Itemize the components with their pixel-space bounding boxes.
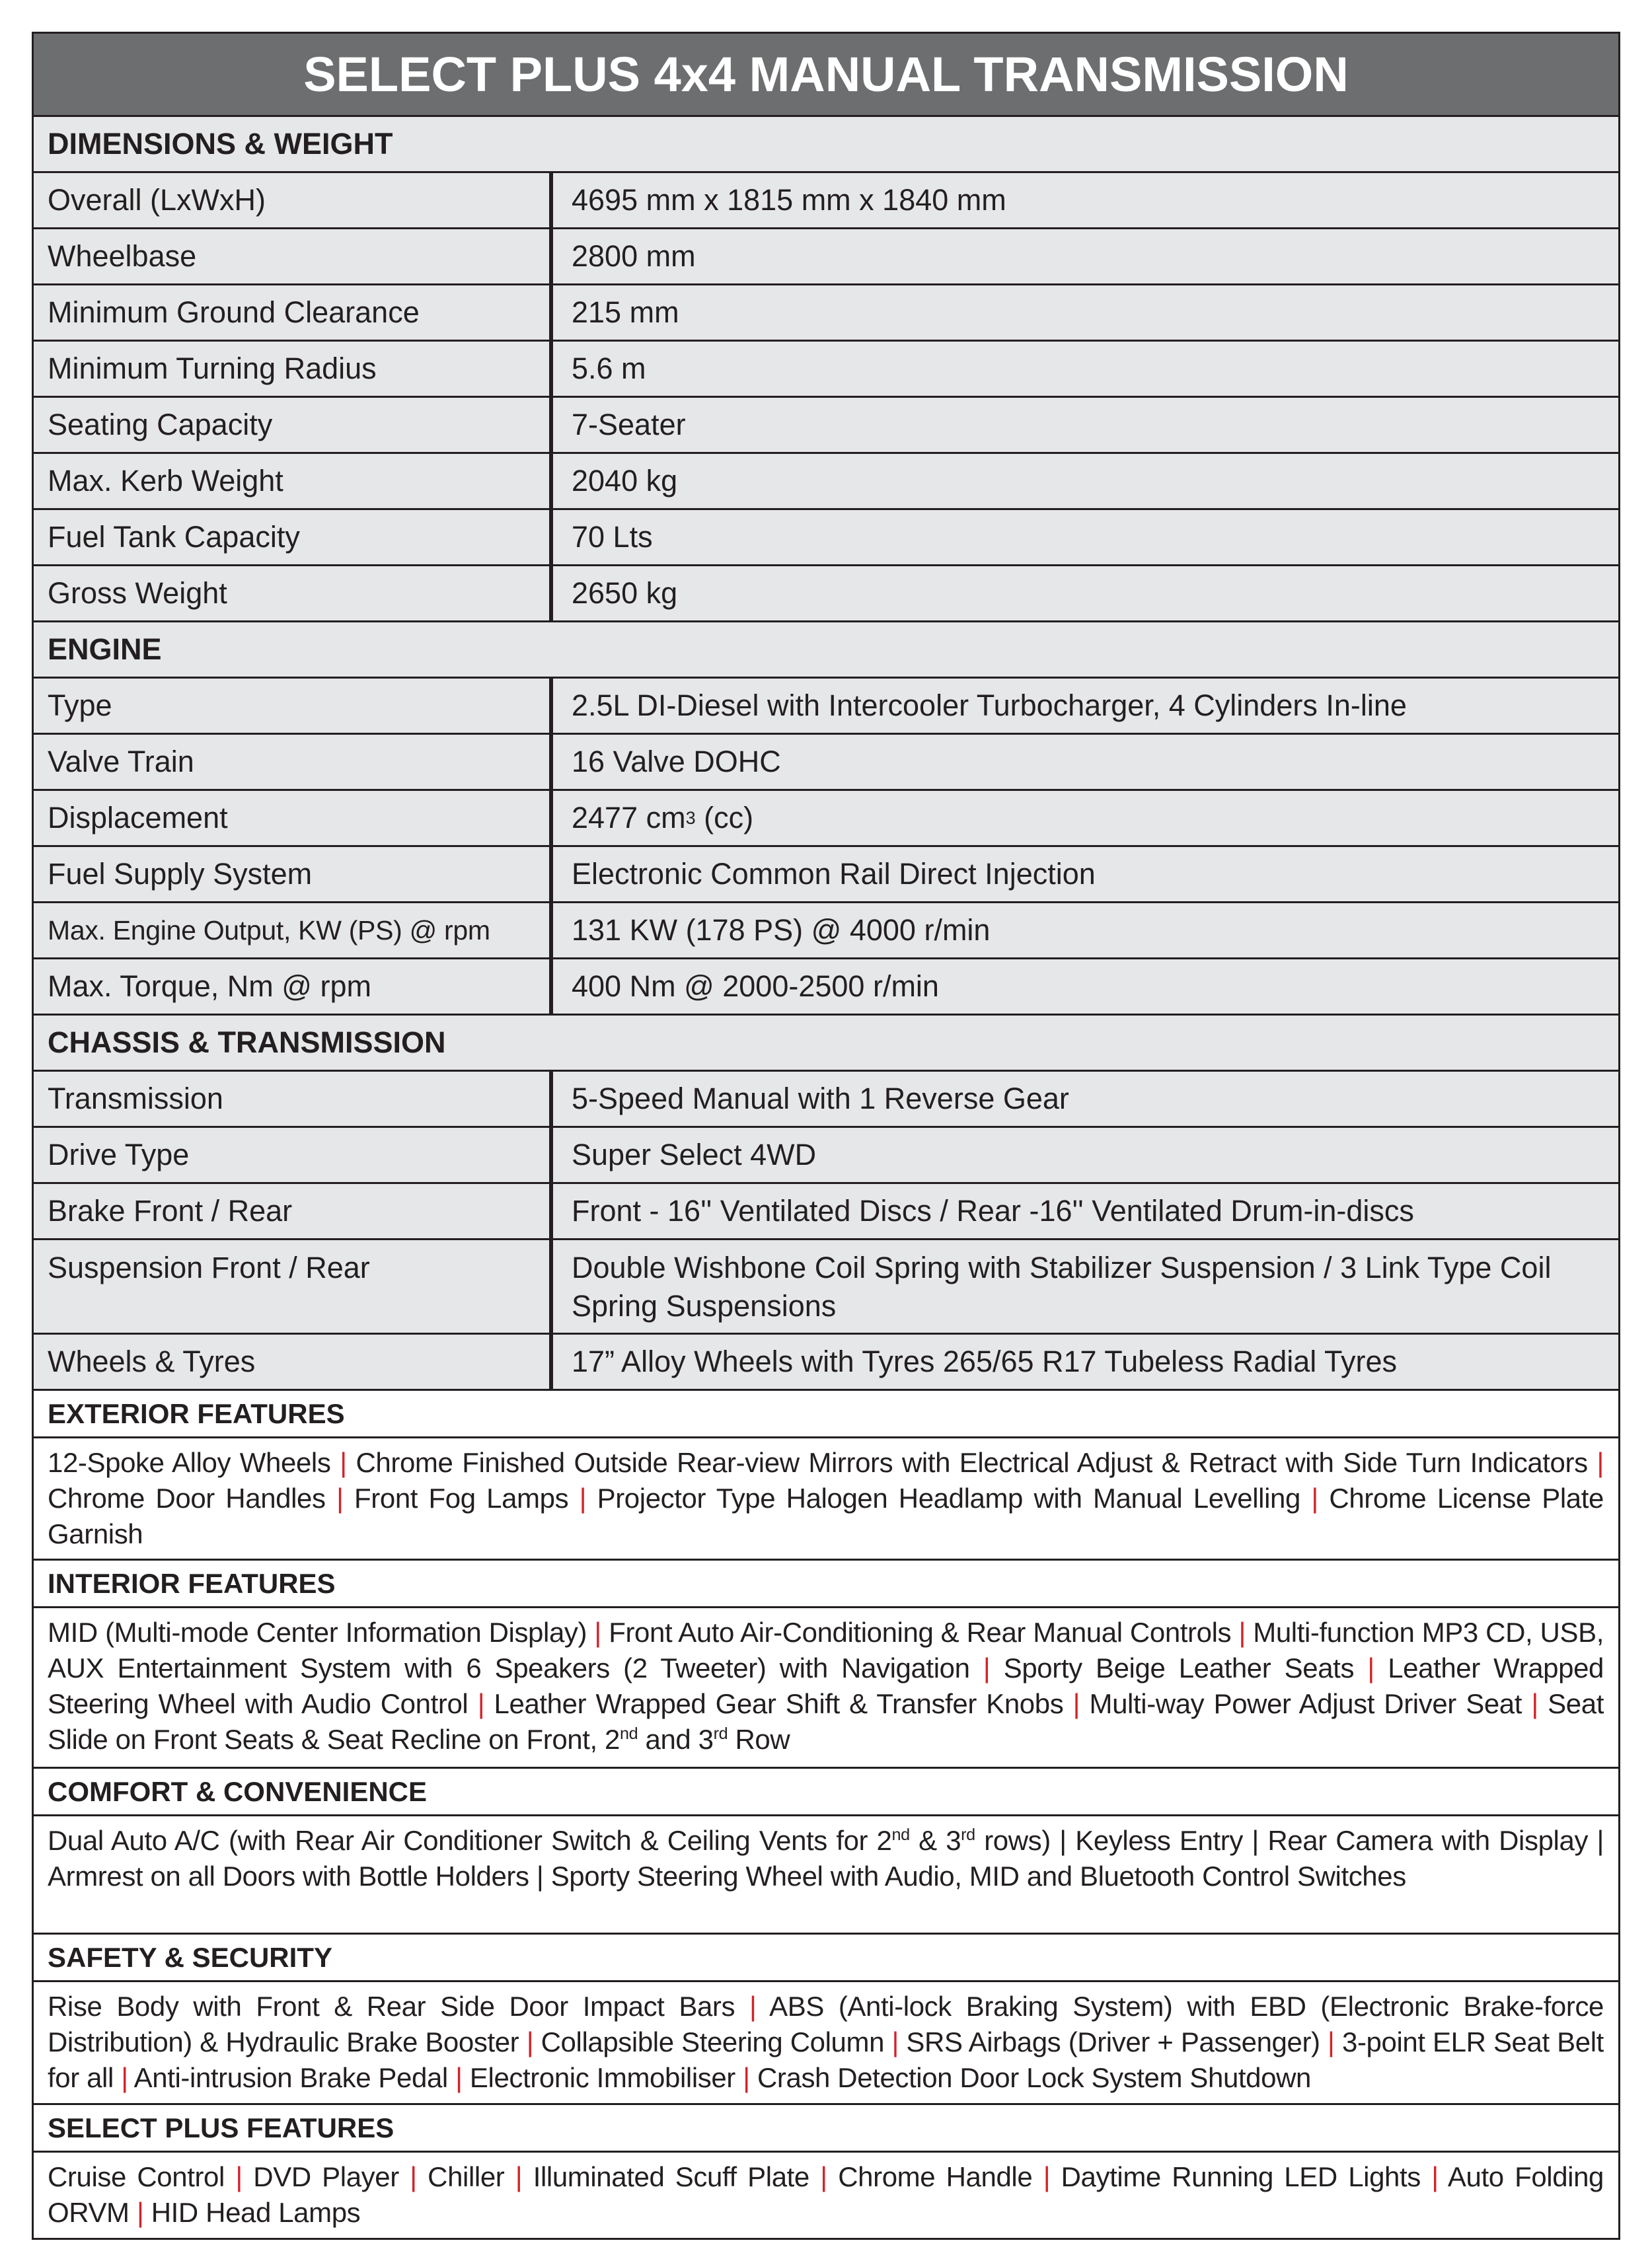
feature-item: Sporty Steering Wheel with Audio, MID and Bluetooth Control Switches [550,1861,1406,1892]
spec-value: Electronic Common Rail Direct Injection [572,857,1096,891]
separator: | [536,1861,544,1892]
spec-row [34,1335,1618,1391]
separator: | [477,1688,485,1719]
feature-item-text: and 3 [638,1724,714,1755]
feature-item: SRS Airbags (Driver + Passenger) [906,2026,1320,2057]
spec-label: Max. Engine Output, KW (PS) @ rpm [34,903,553,957]
spec-value: 5.6 m [572,352,646,385]
spec-label: Fuel Tank Capacity [34,510,553,564]
separator: | [820,2161,827,2192]
section-heading-exterior: EXTERIOR FEATURES [34,1391,1618,1438]
separator: | [1431,2161,1439,2192]
feature-item: Chiller [428,2161,505,2192]
spec-value: Super Select 4WD [572,1138,817,1171]
separator: | [594,1617,601,1648]
feature-list-exterior [34,1438,1618,1561]
spec-row [34,566,1618,622]
section-heading-safety: SAFETY & SECURITY [34,1935,1618,1982]
section-heading-chassis: CHASSIS & TRANSMISSION [34,1016,1618,1072]
separator: | [1252,1825,1259,1856]
feature-item: Front Fog Lamps [354,1483,569,1514]
spec-label: Fuel Supply System [34,847,553,901]
spec-row [34,285,1618,342]
feature-item-text: Row [728,1724,790,1755]
spec-label: Displacement [34,791,553,845]
separator: | [1367,1652,1374,1684]
separator: | [983,1652,991,1684]
separator: | [336,1483,344,1514]
separator: | [1596,1447,1604,1478]
feature-item: Armrest on all Doors with Bottle Holders [48,1861,529,1892]
spec-label: Transmission [34,1072,553,1126]
feature-list-comfort [34,1816,1618,1935]
spec-label: Wheels & Tyres [34,1335,553,1389]
feature-item: DVD Player [253,2161,399,2192]
feature-item: Auto Folding ORVM [48,2161,1604,2228]
spec-value: 215 mm [572,295,679,329]
spec-label: Suspension Front / Rear [34,1240,553,1333]
feature-item: Cruise Control [48,2161,225,2192]
feature-item: ABS (Anti-lock Braking System) with EBD (Electronic Brake-force Distribution) & Hydraulic Brake Booster [48,1991,1604,2057]
separator: | [1596,1825,1604,1856]
feature-item: Rear Camera with Display [1267,1825,1589,1856]
separator: | [1043,2161,1051,2192]
spec-value: Front - 16'' Ventilated Discs / Rear -16'' Ventilated Drum-in-discs [572,1194,1414,1228]
spec-value: 70 Lts [572,520,653,554]
interior-items [48,1617,1604,1719]
feature-item: Multi-function MP3 CD, USB, AUX Entertainment System with 6 Speakers (2 Tweeter) with Navigation [48,1617,1604,1684]
feature-item: Dual Auto A/C (with Rear Air Conditioner Switch & Ceiling Vents for 2 [48,1825,892,1856]
page-title: SELECT PLUS 4x4 MANUAL TRANSMISSION [34,34,1618,117]
spec-value: 2477 cm 3 (cc) [572,801,754,834]
spec-value: 7-Seater [572,408,686,441]
spec-value: 5-Speed Manual with 1 Reverse Gear [572,1082,1069,1115]
spec-value: 17” Alloy Wheels with Tyres 265/65 R17 Tubeless Radial Tyres [572,1345,1397,1378]
spec-row [34,510,1618,566]
feature-item-text: & 3 [909,1825,961,1856]
separator: | [1238,1617,1246,1648]
feature-item-text: rows) [975,1825,1051,1856]
spec-row [34,173,1618,229]
feature-item: Daytime Running LED Lights [1061,2161,1421,2192]
spec-value: 2650 kg [572,576,678,610]
spec-label: Minimum Ground Clearance [34,285,553,340]
feature-item: 3-point ELR Seat Belt for all [48,2026,1604,2093]
feature-item: 12-Spoke Alloy Wheels [48,1447,331,1478]
spec-sheet [32,32,1620,2240]
superscript: rd [961,1826,975,1844]
superscript: rd [713,1724,728,1743]
feature-item: Chrome Handle [838,2161,1033,2192]
section-heading-select-plus: SELECT PLUS FEATURES [34,2105,1618,2153]
displacement-value: 2477 cm [572,801,686,834]
spec-value: 131 KW (178 PS) @ 4000 r/min [572,913,991,947]
separator: | [340,1447,347,1478]
separator: | [235,2161,243,2192]
spec-row [34,1184,1618,1240]
spec-row [34,1240,1618,1335]
feature-item: Anti-intrusion Brake Pedal [133,2062,448,2093]
separator: | [515,2161,523,2192]
section-heading-comfort: COMFORT & CONVENIENCE [34,1769,1618,1816]
superscript: nd [891,1826,910,1844]
spec-label: Seating Capacity [34,398,553,452]
section-heading-interior: INTERIOR FEATURES [34,1561,1618,1608]
feature-item: Keyless Entry [1075,1825,1243,1856]
spec-row [34,1128,1618,1184]
feature-item: Projector Type Halogen Headlamp with Manual Levelling [597,1483,1300,1514]
separator: | [526,2026,534,2057]
feature-item: HID Head Lamps [151,2197,361,2228]
superscript: nd [620,1724,638,1743]
spec-label: Max. Kerb Weight [34,454,553,508]
feature-item: Multi-way Power Adjust Driver Seat [1089,1688,1522,1719]
spec-label: Max. Torque, Nm @ rpm [34,959,553,1014]
spec-value: Double Wishbone Coil Spring with Stabilizer Suspension / 3 Link Type Coil Spring Suspensions [572,1251,1552,1323]
spec-value: 16 Valve DOHC [572,745,781,778]
feature-item: Front Auto Air-Conditioning & Rear Manual Controls [609,1617,1232,1648]
spec-value: 4695 mm x 1815 mm x 1840 mm [572,183,1006,217]
separator: | [749,1991,757,2022]
feature-item: Leather Wrapped Steering Wheel with Audio Control [48,1652,1604,1719]
spec-row [34,847,1618,903]
feature-item: Illuminated Scuff Plate [533,2161,809,2192]
spec-value: 2.5L DI-Diesel with Intercooler Turbocharger, 4 Cylinders In-line [572,688,1407,722]
feature-item: Seat Slide on Front Seats & Seat Recline on Front, 2 [48,1688,1604,1755]
separator: | [410,2161,417,2192]
separator: | [891,2026,899,2057]
separator: | [121,2062,128,2093]
spec-row [34,398,1618,454]
separator: | [1531,1688,1538,1719]
spec-value: 400 Nm @ 2000-2500 r/min [572,969,939,1003]
spec-row [34,791,1618,847]
spec-label: Overall (LxWxH) [34,173,553,227]
spec-label: Brake Front / Rear [34,1184,553,1238]
spec-label: Type [34,679,553,733]
feature-item: Rise Body with Front & Rear Side Door Impact Bars [48,1991,735,2022]
spec-row [34,679,1618,735]
spec-row [34,735,1618,791]
feature-item: Sporty Beige Leather Seats [1003,1652,1355,1684]
spec-value: 2800 mm [572,239,696,273]
separator: | [136,2197,144,2228]
feature-item: Chrome License Plate Garnish [48,1483,1604,1549]
spec-label: Valve Train [34,735,553,789]
feature-list-interior [34,1608,1618,1769]
feature-item: Crash Detection Door Lock System Shutdown [757,2062,1311,2093]
feature-item: Chrome Finished Outside Rear-view Mirrors with Electrical Adjust & Retract with Side Turn Indicators [356,1447,1588,1478]
feature-list-select-plus [34,2153,1618,2238]
feature-item: Collapsible Steering Column [541,2026,885,2057]
separator: | [743,2062,750,2093]
spec-label: Gross Weight [34,566,553,620]
spec-value: 2040 kg [572,464,678,498]
feature-item: Electronic Immobiliser [469,2062,735,2093]
separator: | [455,2062,463,2093]
spec-label: Drive Type [34,1128,553,1182]
spec-label: Minimum Turning Radius [34,342,553,396]
separator: | [1328,2026,1335,2057]
spec-row [34,454,1618,510]
feature-item: MID (Multi-mode Center Information Display) [48,1617,587,1648]
separator: | [1072,1688,1080,1719]
feature-list-safety [34,1982,1618,2105]
spec-row [34,342,1618,398]
separator: | [579,1483,587,1514]
separator: | [1311,1483,1318,1514]
spec-row [34,903,1618,959]
spec-row [34,229,1618,285]
displacement-unit: (cc) [695,801,754,834]
section-heading-dimensions: DIMENSIONS & WEIGHT [34,117,1618,173]
section-heading-engine: ENGINE [34,622,1618,679]
spec-row [34,1072,1618,1128]
spec-label: Wheelbase [34,229,553,283]
separator: | [1059,1825,1067,1856]
feature-item: Leather Wrapped Gear Shift & Transfer Knobs [494,1688,1064,1719]
feature-item: Chrome Door Handles [48,1483,326,1514]
spec-row [34,959,1618,1016]
